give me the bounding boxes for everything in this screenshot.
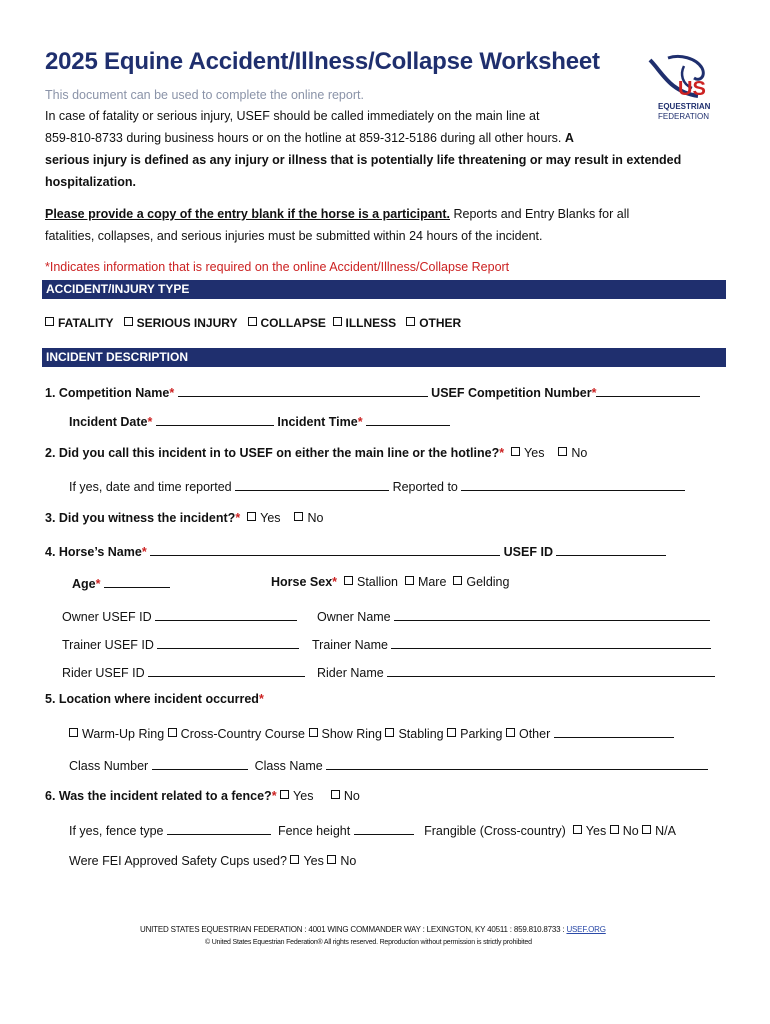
location-parking[interactable]: Parking: [447, 727, 502, 741]
date-time-reported-field[interactable]: [235, 478, 389, 491]
q5-row: [45, 692, 264, 706]
location-stabling[interactable]: Stabling: [385, 727, 443, 741]
checkbox-icon: [506, 728, 515, 737]
trainer-name-field[interactable]: [391, 636, 711, 649]
required-asterisk: *: [591, 386, 597, 400]
horse-name-label: 4. Horse’s Name: [45, 545, 142, 559]
checkbox-icon: [610, 825, 619, 834]
checkbox-icon: [69, 728, 78, 737]
horse-name-field[interactable]: [150, 543, 500, 556]
option-fatality[interactable]: FATALITY: [45, 316, 114, 330]
q6-row: [45, 789, 360, 803]
incident-date-time-row: [69, 413, 450, 429]
horse-usef-id-field[interactable]: [556, 543, 666, 556]
option-illness[interactable]: ILLNESS: [333, 316, 397, 330]
q4-row: [45, 543, 666, 559]
location-show-ring[interactable]: Show Ring: [309, 727, 382, 741]
class-name-field[interactable]: [326, 757, 708, 770]
checkbox-icon: [511, 447, 520, 456]
owner-id-row: [62, 608, 297, 624]
checkbox-icon: [447, 728, 456, 737]
footer-address-text: UNITED STATES EQUESTRIAN FEDERATION : 4001 WING COMMANDER WAY : LEXINGTON, KY 40511 : 859.810.8733 :: [140, 925, 565, 934]
checkbox-icon: [247, 512, 256, 521]
accident-type-options: [45, 316, 461, 330]
q1-row: [45, 384, 700, 400]
checkbox-icon: [406, 317, 415, 326]
frangible-na[interactable]: N/A: [642, 824, 676, 838]
q2-yes[interactable]: Yes: [511, 446, 544, 460]
usef-competition-number-label: USEF Competition Number: [431, 386, 592, 400]
location-options: [69, 725, 674, 741]
fence-type-label: If yes, fence type: [69, 824, 164, 838]
logo-us: US: [678, 78, 706, 100]
rider-id-row: [62, 664, 305, 680]
checkbox-icon: [248, 317, 257, 326]
checkbox-icon: [45, 317, 54, 326]
fei-cups-no[interactable]: No: [327, 854, 356, 868]
q1-label: 1. Competition Name: [45, 386, 170, 400]
class-number-field[interactable]: [152, 757, 248, 770]
class-number-label: Class Number: [69, 759, 149, 773]
date-time-reported-label: If yes, date and time reported: [69, 480, 232, 494]
rider-name-label: Rider Name: [317, 666, 384, 680]
incident-date-field[interactable]: [156, 413, 274, 426]
checkbox-icon: [327, 855, 336, 864]
fei-cups-label: Were FEI Approved Safety Cups used?: [69, 854, 287, 868]
q2-no[interactable]: No: [558, 446, 587, 460]
frangible-label: Frangible (Cross-country): [424, 824, 566, 838]
logo-line1: EQUESTRIAN: [658, 102, 711, 111]
class-name-label: Class Name: [254, 759, 323, 773]
reported-to-field[interactable]: [461, 478, 685, 491]
checkbox-icon: [573, 825, 582, 834]
incident-time-field[interactable]: [366, 413, 450, 426]
fence-row: [69, 822, 676, 838]
required-asterisk: *: [357, 415, 363, 429]
frangible-no[interactable]: No: [610, 824, 639, 838]
checkbox-icon: [290, 855, 299, 864]
checkbox-icon: [124, 317, 133, 326]
entry-blank-rest: Reports and Entry Blanks for all: [453, 207, 630, 221]
q3-row: [45, 511, 323, 525]
fence-type-field[interactable]: [167, 822, 271, 835]
checkbox-icon: [168, 728, 177, 737]
page-title: 2025 Equine Accident/Illness/Collapse Worksheet: [45, 48, 600, 75]
checkbox-icon: [453, 576, 462, 585]
required-asterisk: *: [332, 575, 338, 589]
fei-cups-yes[interactable]: Yes: [290, 854, 323, 868]
checkbox-icon: [405, 576, 414, 585]
incident-date-label: Incident Date: [69, 415, 148, 429]
checkbox-icon: [280, 790, 289, 799]
required-asterisk: *: [147, 415, 153, 429]
option-other[interactable]: OTHER: [406, 316, 461, 330]
footer-address: [140, 925, 606, 934]
q6-yes[interactable]: Yes: [280, 789, 313, 803]
checkbox-icon: [294, 512, 303, 521]
entry-blank-note: [45, 207, 629, 221]
entry-blank-line2: fatalities, collapses, and serious injuries must be submitted within 24 hours of the incident.: [45, 229, 543, 243]
incident-time-label: Incident Time: [277, 415, 358, 429]
usef-logo: [640, 52, 720, 126]
footer-copyright: © United States Equestrian Federation® All rights reserved. Reproduction without permission is strictly prohibited: [205, 939, 532, 946]
age-row: [72, 575, 170, 591]
intro-line-2a: 859-810-8733 during business hours or on the hotline at 859-312-5186 during all other hours.: [45, 131, 562, 145]
fei-cups-row: [69, 854, 356, 868]
frangible-yes[interactable]: Yes: [573, 824, 606, 838]
trainer-id-label: Trainer USEF ID: [62, 638, 154, 652]
sex-mare[interactable]: Mare: [405, 575, 446, 589]
option-serious-injury[interactable]: SERIOUS INJURY: [124, 316, 238, 330]
owner-name-label: Owner Name: [317, 610, 391, 624]
fence-height-label: Fence height: [277, 824, 351, 838]
reported-to-label: Reported to: [392, 480, 458, 494]
q2-label: 2. Did you call this incident in to USEF on either the main line or the hotline?: [45, 446, 500, 460]
owner-id-label: Owner USEF ID: [62, 610, 152, 624]
checkbox-icon: [344, 576, 353, 585]
sex-gelding[interactable]: Gelding: [453, 575, 509, 589]
q3-yes[interactable]: Yes: [247, 511, 280, 525]
rider-name-row: [317, 664, 715, 680]
section-title-incident-description: INCIDENT DESCRIPTION: [46, 350, 189, 364]
q3-no[interactable]: No: [294, 511, 323, 525]
section-title-accident-type: ACCIDENT/INJURY TYPE: [46, 282, 190, 296]
usef-competition-number-field[interactable]: [596, 384, 700, 397]
checkbox-icon: [331, 790, 340, 799]
q6-label: 6. Was the incident related to a fence?: [45, 789, 272, 803]
sex-stallion[interactable]: Stallion: [344, 575, 398, 589]
q2-row: [45, 446, 587, 460]
q6-no[interactable]: No: [331, 789, 360, 803]
intro-line-1: In case of fatality or serious injury, USEF should be called immediately on the main line at: [45, 109, 540, 123]
checkbox-icon: [309, 728, 318, 737]
required-asterisk: *: [95, 577, 101, 591]
section-bar-incident-description: [42, 348, 726, 367]
horse-sex-row: [271, 575, 509, 589]
entry-blank-bold: Please provide a copy of the entry blank if the horse is a participant.: [45, 207, 450, 221]
owner-name-row: [317, 608, 710, 624]
age-label: Age: [72, 577, 96, 591]
required-asterisk: *: [499, 446, 505, 460]
rider-name-field[interactable]: [387, 664, 715, 677]
owner-id-field[interactable]: [155, 608, 297, 621]
checkbox-icon: [558, 447, 567, 456]
age-field[interactable]: [104, 575, 170, 588]
rider-id-label: Rider USEF ID: [62, 666, 145, 680]
q3-label: 3. Did you witness the incident?: [45, 511, 236, 525]
section-bar-accident-type: [42, 280, 726, 299]
intro-line-4: hospitalization.: [45, 175, 136, 189]
required-asterisk: *: [169, 386, 175, 400]
horse-sex-label: Horse Sex: [271, 575, 333, 589]
subtitle: This document can be used to complete the online report.: [45, 88, 364, 102]
location-other-field[interactable]: [554, 725, 674, 738]
location-cross-country[interactable]: Cross-Country Course: [168, 727, 305, 741]
required-asterisk: *: [235, 511, 241, 525]
rider-id-field[interactable]: [148, 664, 305, 677]
required-note: *Indicates information that is required on the online Accident/Illness/Collapse Report: [45, 260, 510, 274]
intro-line-2b: A: [564, 131, 574, 145]
trainer-id-row: [62, 636, 299, 652]
horse-usef-id-label: USEF ID: [503, 545, 553, 559]
intro-line-3: serious injury is defined as any injury or illness that is potentially life threatening or may result in extended: [45, 153, 682, 167]
competition-name-field[interactable]: [178, 384, 428, 397]
location-other[interactable]: Other: [506, 727, 550, 741]
owner-name-field[interactable]: [394, 608, 710, 621]
class-row: [69, 757, 708, 773]
q2-followup-row: [69, 478, 685, 494]
required-asterisk: *: [271, 789, 277, 803]
checkbox-icon: [333, 317, 342, 326]
location-warm-up-ring[interactable]: Warm-Up Ring: [69, 727, 164, 741]
footer-link[interactable]: USEF.ORG: [566, 925, 606, 934]
logo-line2: FEDERATION: [658, 112, 709, 121]
trainer-name-row: [312, 636, 711, 652]
trainer-id-field[interactable]: [157, 636, 299, 649]
required-asterisk: *: [258, 692, 264, 706]
checkbox-icon: [385, 728, 394, 737]
checkbox-icon: [642, 825, 651, 834]
intro-line-2: [45, 131, 574, 145]
trainer-name-label: Trainer Name: [312, 638, 388, 652]
required-asterisk: *: [141, 545, 147, 559]
q5-label: 5. Location where incident occurred: [45, 692, 259, 706]
fence-height-field[interactable]: [354, 822, 414, 835]
option-collapse[interactable]: COLLAPSE: [248, 316, 326, 330]
